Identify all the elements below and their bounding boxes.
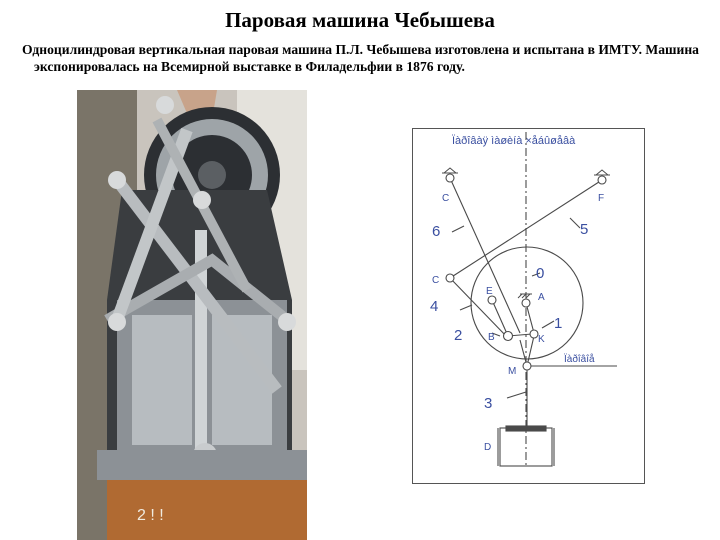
- label-5: 5: [580, 221, 589, 238]
- label-4: 4: [430, 298, 439, 315]
- joint-F: [598, 176, 606, 184]
- leader-6: [452, 226, 464, 232]
- diagram-title: Ïàðîâàÿ ìàøèíà ×åáûøåâà: [452, 135, 576, 147]
- joint-K: [530, 330, 538, 338]
- label-F: F: [598, 193, 605, 204]
- mechanism-diagram: [412, 128, 645, 484]
- leader-1: [542, 321, 554, 328]
- link-3b: [527, 336, 534, 366]
- label-M: M: [508, 366, 517, 377]
- steam-engine-photo: [77, 90, 307, 540]
- side-label: Ïàðîâîå: [564, 354, 595, 365]
- label-3: 3: [484, 395, 493, 412]
- link-1: [526, 303, 534, 333]
- label-D: D: [484, 442, 492, 453]
- link-E: [492, 300, 508, 336]
- description-text: Одноцилиндровая вертикальная паровая машина П.Л. Чебышева изготовлена и испытана в ИМТУ. Машина экспонировалась на Всемирной выставке в Филадельфии в 1876 году.: [22, 42, 699, 74]
- label-C-top: C: [442, 193, 450, 204]
- joint-E: [488, 296, 496, 304]
- joint-C-top: [446, 174, 454, 182]
- leader-5: [570, 218, 580, 228]
- joint-C-mid: [446, 274, 454, 282]
- page-title: Паровая машина Чебышева: [225, 8, 495, 32]
- label-B: B: [488, 332, 495, 343]
- leader-3: [507, 392, 526, 398]
- leader-4: [460, 305, 472, 310]
- joint-B: [504, 332, 513, 341]
- photo-caption-fragment: 2 ! !: [137, 507, 164, 524]
- label-A: A: [538, 292, 545, 303]
- label-C-mid: C: [432, 275, 440, 286]
- label-K: K: [538, 334, 545, 345]
- label-1: 1: [554, 315, 563, 332]
- joint-A: [522, 299, 530, 307]
- joint-M: [523, 362, 531, 370]
- label-E: E: [486, 286, 493, 297]
- label-6: 6: [432, 223, 441, 240]
- label-0: 0: [536, 265, 545, 282]
- label-2: 2: [454, 327, 463, 344]
